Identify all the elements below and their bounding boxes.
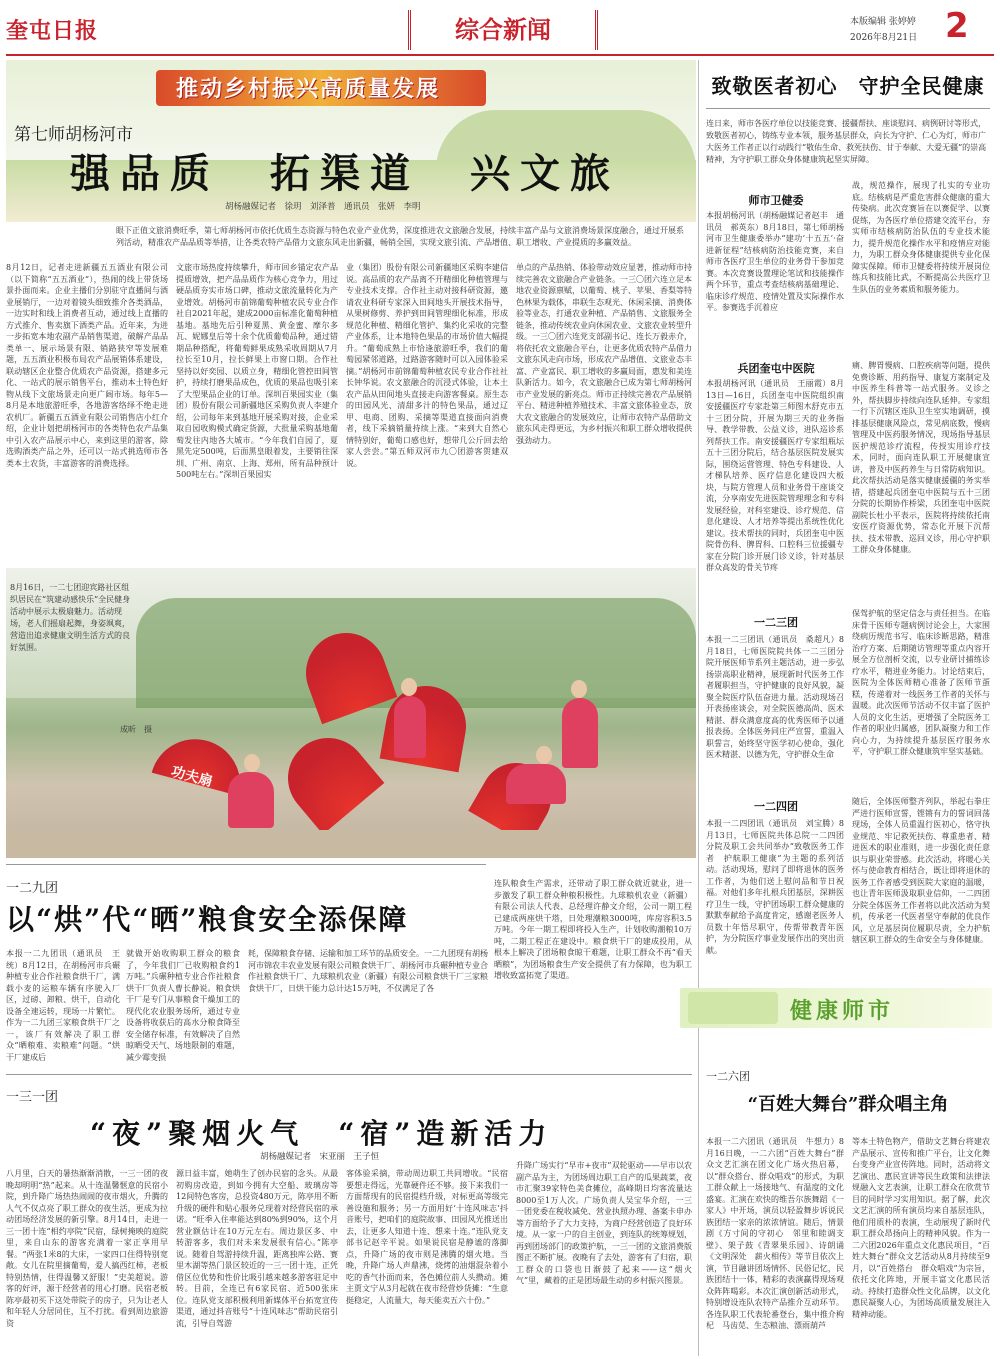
right-section3-head: 一二三团 [754, 616, 798, 629]
dancer-1 [394, 696, 426, 758]
masthead-divider [6, 54, 994, 56]
story2-column-1: 本报一二九团讯（通讯员 王统）8月12日，在胡杨河市兵碾种植专业合作社粮食烘干厂，满载小麦的运粮车辆有序驶入厂区，过磅、卸粮、烘干，自动化设备全速运转，现场一片繁忙。作为一二九团三家粮食烘干厂之一，该厂有效解决了职工群众“晒粮难、卖粮难”问题。“烘干厂建成后 [6, 949, 120, 1062]
right-section4-head: 一二四团 [754, 800, 798, 813]
story3-column-2: 源日益丰富，她萌生了创办民宿的念头。从最初购房改造，到如今拥有大空船、玻璃房等12间特色客房，总投资480万元，陈亭用不断升级的硬件和贴心服务兑现着对经营民宿的承诺。“旺季入住率能达到80%到90%，这个月营业额估计在10万元左右。周边景区多、中转游客多，我们对未来发展很有信心。”陈亭说。随着自驾游持续升温，距离独库公路、赛里木湖等热门景区较近的一三一团十连，正凭借区位优势和性价比吸引越来越多游客驻足中转。目前，全连已有6家民宿、近500张床位。连队党支部积极利用新媒体平台拓宽宣传渠道，通过抖音账号“十连风味志”帮助民宿引流，引导自驾游 [176, 1169, 338, 1328]
dancer-1-head [401, 678, 417, 696]
dancer-3-head [536, 746, 552, 764]
right-section2-column-2: 痛、脾胃慢病、口腔疾病等问题，提供免费诊断、用药指导、康复方案制定及中医养生科普等一站式服务。义诊之外，帮扶脚步持续向连队延伸。专家组一行下沉辖区连队卫生室实地调研，摸排基层健康风险点，常见病底数，慢病管理及中医药服务情况，现场指导基层医护规范诊疗流程，传授实用诊疗技术，同时，面向连队职工开展健康宣讲，普及中医药养生与日常防病知识。此次帮扶活动是落实健康援疆的务实举措，搭建起兵团奎屯中医院与五十三团分院的长期协作桥梁，兵团奎屯中医院副院长杜小平表示，医院将持续依托南安医疗资源优势，常态化开展下沉帮扶、技术带教、巡回义诊，用心守护职工群众身体健康。 [852, 361, 990, 554]
story1-column-2: 文旅市场热度持续攀升，师市回乡锚定农产品提质增效，把产品品质作为核心竞争力，用过硬品质夯实市场口碑，推动文旅流量转化为产业增效。胡杨河市前锦葡萄种植农民专业合作社自2021年起，建成2000亩标准化葡萄种植基地。基地先后引种夏黑、黄金蜜、摩尔多瓦、妮娜皇后等十余个优质葡萄品种，通过错期品种搭配，将葡萄鲜果成熟采收周期从7月拉长至10月，拉长鲜果上市窗口期。合作社坚持以好奕园、以质立身，精细化管控田间管护，持续打磨果品成色，优质的果品也吸引来了大型果品企业的订单。深圳百果园实业（集团）股份有限公司新疆地区采购负责人李建介绍，公司每年来到基地开展采购对接，企业采取自园收购模式确定货源，大批量采购基地葡萄发往内地各大城市。“今年我们自园了，夏黑先定500吨，后面黑皇眼着发，主要销往深圳、广州、南京、上海、郑州，所有品种预计500吨左右。”深圳百果园实 [176, 263, 338, 479]
story1-byline: 胡杨融媒记者 徐玥 刘泽普 通讯员 张妍 李明 [225, 202, 421, 212]
story1-column-4: 单点的产品热销、体验带动效应显著，推动师市持续完善农文旅融合产业链条。一三〇团六连立足本地农业资源禀赋，以葡萄、桃子、苹果、香梨等特色林果为载体，串联生态观光、休闲采摘、消费体验等业态，打通农业种植、产品销售、文旅服务全链条，推动传统农业向休闲农业、文旅农业转型升级。一三〇团六连党支部副书记、连长万毅赤介，将依托农文旅融合平台，让更多优质农特产品借力文旅东风走向市场，形成农产品增值、文旅业态丰富、产业富民、职工增收的多赢局面，惠发和美连队新活力。如今，农文旅融合已成为第七师胡杨河市产业发展的新亮点。师市正持续完善农产品展销平台、精进种植养殖技术、丰富文旅体验业态，放大农文旅融合的发展效应，让师市农特产品借助文旅东风走得更远，为乡村振兴和职工群众增收提供强劲动力。 [516, 263, 692, 445]
right-section1-column-2: 战，规范操作，展现了扎实的专业功底。结核病是严重危害群众健康的重大传染病。此次竞赛旨在以赛促学、以赛促练，为各医疗单位搭建交流平台，夯实师市结核病防治队伍的专业技术能力，提升规范化操作水平和疫情应对能力，为职工群众身体健康提供专业化保障实保障。师市卫健委将持续开展岗位练兵和技能比武，不断提高公共医疗卫生队伍的业务素质和服务能力。 [852, 181, 990, 294]
right-section3-column-2: 保驾护航的坚定信念与责任担当。在临床骨干医师专题病例讨论会上，大家围绕病历规范书写、临床诊断思路，精准治疗方案、后期随访管理等重点内容开展全方位剖析交流，以专业研讨捕练诊疗水平，精进业务能力。讨论结束后，医院为全体医师精心准备了医师节蛋糕，传递着对一线医务工作者的关怀与温暖。此次医师节活动不仅丰富了医护人员的文化生活，更增强了全院医务工作者的职业归属感，团队凝聚力和工作向心力，为持续提升基层医疗服务水平，守护职工群众健康筑牢坚实基础。 [852, 609, 990, 756]
right-section5-headline: “百姓大舞台”群众唱主角 [747, 1094, 949, 1115]
red-fan-3 [272, 722, 385, 835]
dancer-2-head [571, 680, 587, 698]
right-section2-column-1: 本报胡杨河讯（通讯员 王丽霞）8月13日—16日，兵团奎屯中医院组织南安援疆医疗专家赴第三师图木舒克市五十三团分院，开展为期三天的业务指导、教学带教、公益义诊，进队巡诊系列帮扶工作。南安援疆医疗专家组瓶坛五十三团分院后，结合基层医院发展实际，围绕运营管理、特色专科建设、人才梯队培养、医疗信息化建设四大板块，与院方管理人员和业务骨干座谈交流，分享南安先进医院管理理念和专科发展经验，对科室建设、诊疗规范、信息化建设、人才培养等提出系统性优化建议。技术帮扶的同时，兵团奎屯中医院骨伤科、脾胃科、口腔科三位援疆专家在分院门诊开展门诊义诊，针对基层群众高发的骨关节疼 [706, 379, 844, 572]
right-section4-column-2: 随后，全体医师整齐列队，举起右拳庄严进行医师宣誓，铿锵有力的誓词回荡现场，全体人员重温行医初心，恪守执业规范、牢记救死扶伤、尊重患者、精进医术的职业准则，进一步强化责任意识与职业荣誉感。此次活动，将暖心关怀与使命教育相结合，既让即将退休的医务工作者感受到医院大家庭的温暖，也让青年医师汲取职业信仰，一二四团分院全体医务工作者将以此次活动为契机，传承老一代医者坚守奉献的优良作风，立足基层岗位履职尽责，全力护航辖区职工群众的生命安全与身体健康。 [852, 797, 990, 944]
right-section1-head: 师市卫健委 [748, 194, 804, 207]
photo-credit: 成昕 摄 [120, 725, 152, 734]
right-section4-column-1: 本报一二四团讯（通讯员 刘宝腾）8月13日，七师医院共体总院一二四团分院及职工会共同举办“致敬医务工作者 护航职工健康”为主题的系列活动。活动现场，慰问了即将退休的医务工作者，为他们送上慰问品和节日祝福。对他们多年扎根兵团基层，深耕医疗卫生一线，守护团场职工群众健康的默默奉献给予高度肯定，感谢老医务人员数十年悟尽职守，传帮带教青年医护，为分院医疗事业发展作出的突出贡献。 [706, 819, 844, 955]
column-divider [698, 60, 699, 1356]
right-section1-column-1: 本报胡杨河讯（胡杨融媒记者赵丰 通讯员 郝英东）8月18日，第七师胡杨河市卫生健康委举办“建功‘十五五’·奋进新征程”结核病防治技能竞赛，来自师市各医疗卫生单位的业务骨干参加竞赛。本次竞赛设置理论笔试和技能操作两个环节，重点考查结核病基础理论、临床诊疗规范、疫情处置及实际操作水平。参赛选手沉着应 [706, 211, 844, 312]
story2-column-3: 耗，保障粮食存储、运输和加工环节的品质安全。一二九团现有胡杨河市锦农丰农业发展有限公司粮食烘干厂、胡杨河市兵碾种植专业合作社粮食烘干厂、九球粮机农业（新疆）有限公司粮食烘干厂三家粮食烘干厂，日烘干能力总计达15万吨，不仅满足了各 [248, 949, 488, 993]
story1-lead: 眼下正值文旅消费旺季，第七师胡杨河市依托优质生态资源与特色农业产业优势，深度推进农文旅融合发展，持续丰富产品与文旅消费场景深度融合，通过开展系列活动，精准农产品品质等举措，让各类农特产品借力文旅东风走出新疆，畅销全国，实现文旅引流、产品增值、职工增收、产业提质的多赢效益。 [116, 226, 684, 247]
story2-top-rule [6, 864, 486, 865]
right-headline: 致敬医者初心 守护全民健康 [711, 74, 985, 98]
health-banner-illustration [688, 992, 778, 1024]
story3-headline: “夜”聚烟火气 “宿”造新活力 [90, 1117, 553, 1150]
issue-date: 2026年8月21日 [850, 33, 918, 43]
photo-caption: 8月16日，一二七团迎宾路社区组织居民在“筑建动感快乐”全民健身活动中展示太极扇魅力。活动现场，老人们摇扇起舞，身姿飒爽，营造出追求健康文明生活方式的良好氛围。 [10, 583, 131, 652]
story2-headline: 以“烘”代“晒”粮食安全添保障 [6, 903, 409, 936]
page-editor: 本版编辑 张婷婷 [850, 17, 916, 27]
right-lead: 连日来，师市各医疗单位以技能竞赛、援疆帮扶、座谈慰问、病例研讨等形式，致敬医者初心，铸练专业本领，服务基层群众，向长为守护、仁心为灯，师市广大医务工作者正以行动践行“敬佑生命、救死扶伤、甘于奉献、大爱无疆”的崇高精神，为守护职工群众身体健康筑起坚实屏障。 [706, 119, 987, 164]
right-section3-column-1: 本报一二三团讯（通讯员 桑超凡）8月18日，七师医院院共体一二三团分院开展医师节系列主题活动，进一步弘扬崇高职业精神，展现新时代医务工作者履职担当，守护健康的良好风貌，凝聚全院医疗队伍奋进力量。活动现场召开表扬座谈会，对全院医德高尚、医术精湛、群众满意度高的优秀医师予以通报表扬。全体医务同庄严宣誓，重温入职誓言，始终坚守医学初心使命，强化医术精湛、以德为先，守护群众生命 [706, 635, 844, 759]
dancer-2 [562, 698, 598, 768]
right-section5-column-2: 等本土特色物产，借助文艺舞台将建农产品展示、宣传和推广平台，让文化舞台变身产业宣传阵地。同时，活动将文艺演出、惠民宣讲等民生政策和法律法规融入文艺表演，让职工群众在欣赏节目的同时学习实用知识。据了解，此次文艺汇演的所有演员均来自基层连队，他们用质朴的表演，生动展现了新时代职工群众昂扬向上的精神风貌。作为一二六团2026年重点文化惠民项目，“百姓大舞台”群众文艺活动从8月持续至9月，以“百姓搭台 群众唱戏”为宗旨，依托文化阵地，开展丰富文化惠民活动。持续打造群众性文化品牌，以文化惠民凝聚人心，为团场高质量发展注入精神动能。 [852, 1137, 990, 1319]
story3-byline: 胡杨融媒记者 宋亚丽 王子恒 [260, 1152, 380, 1162]
right-section5-column-1: 本报一二六团讯（通讯员 牛想力）8月16日晚，一二六团“百姓大舞台”群众文艺汇演在团文化广场火热启幕，以“群众搭台、群众唱戏”的形式，为职工群众献上一场接地气、有温度的文化盛宴。汇演在欢快的维吾尔族舞蹈《一家人》中开场，演员以轻盈舞步诉说民族团结一家亲的浓浓情谊。随后，情景剧《方寸间的守初心 邻里和睦调支壁》、架子鼓《青翠果乐园》、诗朗诵《文明深处 薪火相传》等节目依次上演，节目融讲团场情怀、民俗记忆，民族团结十一体，精彩的表演赢得现场观众阵阵喝彩。本次汇演创新活动形式，特别增设连队农特产品推介互动环节。各连队职工代表轮番登台，集中推介枸杞 马齿苋、生态粮油、漂雨葫芦 [706, 1137, 844, 1330]
story1-headline: 强品质 拓渠道 兴文旅 [70, 150, 620, 197]
photo-ground [6, 830, 696, 858]
section-title: 综合新闻 [408, 10, 598, 50]
dancer-4 [228, 772, 274, 828]
fan-text: 功夫扇 [169, 763, 215, 791]
health-banner-text: 健康师市 [790, 998, 895, 1024]
story3-column-1: 八月里，白天的暑热渐渐消散，一三一团的夜晚却明明“热”起来。从十连温馨惬意的民宿小院，到升降广场热热闹闹的夜市烟火，升腾的人气不仅点亮了职工群众的夜生活，更成为拉动团场经济发展的新引擎。8月14日，走进一三一团十连“相约亭院”民宿，绿树掩映的庭院里，来自山东的游客充满着一家正享用早餐。“两张1米8的大床，一家四口住得特别宽敞。女儿在院里摘葡萄，爱人搞西红柿，老板特别热情，住得温馨又舒服！”史美超说。游客的好评，源于经营者的用心打磨。民宿老板陈亭最初买下这处带院子的房子，只为让老人和年轻人分居同住，互不打扰。看到周边旅游资 [6, 1169, 168, 1328]
dancer-3 [506, 764, 566, 804]
story3-column-4: 升降广场实行“早市+夜市”双轮驱动——早市以农副产品为主，为团场周边职工自产的瓜果蔬菜，夜市汇聚39家特色美食摊位，高峰期日均客流量达8000至1万人次。广场负责人吴宝华介绍，一三一团党委在税收减免、营业执照办理、备案卡申办等方面给予了大力支持，为商户经营创造了良好环境。从一家一户的自主创业，到连队的统筹规划，再到团场部门的政策护航，一三一团的文旅消费版图正不断扩展。夜晚有了去处，游客有了归宿，职工群众的口袋也日渐鼓了起来——这“烟火气”里，藏着的正是团场最生动的乡村振兴图景。 [516, 1161, 692, 1285]
dancer-4-head [244, 754, 260, 772]
banner-title: 推动乡村振兴高质量发展 [176, 76, 441, 102]
story1-column-1: 8月12日，记者走进新疆五五酒业有限公司（以下简称“五五酒业”），热闹的线上带货场景扑面而来。企业主播们分别驻守直播间与酒业展销厅，一边对着镜头细致推介各类酒品，一边实时和线上消费者互动，通过线上直播的方式推介、售卖旗下酒类产品。近年来，为进一步拓宽本地农副产品销售渠道，破解产品品类单一、展示场景有限、销路狭窄等发展难题，五五酒业积极布局农产品展销体系建设，联动辖区企业整合优质农产品资源，搭建多元化、一站式的展示销售平台，推动本土特色好物从线下文旅场景走向更广阔市场。每年5—8月是本地旅游旺季，各地游客络绎不绝走进农机厂。新疆五五酒业有限公司销售店小红介绍，企业计划把胡杨河市的各类特色农产品集中引入农产品展示中心，来到这里的游客，除选购酒类产品之外，还可以一站式挑选师市各类本土农货，丰富游客的消费选择。 [6, 263, 168, 468]
right-headline-rule [706, 108, 990, 109]
story3-kicker: 一三一团 [6, 1090, 59, 1105]
newspaper-logo: 奎屯日报 [6, 18, 99, 44]
story3-column-3: 客体验采摘，带动周边职工共同增收。“民宿要想走得远，光靠硬件还不够。接下来我们一方面帮现有的民宿提档升级，对标更高等级完善设施和服务；另一方面用好‘十连风味志’抖音账号，把咱们的庭院故事、田园风光推送出去，让更多人知道十连、想来十连。”连队党支部书记赵辛平说。如果说民宿是静谧的落脚点，升降广场的夜市则是沸腾的烟火地。当晚，升降广场人声鼎沸，烧烤的油烟混杂着小吃的香气扑面而来，各色摊位前人头攒动。摊主贾文宁从3月起就在夜市经营炒货摊：“生意挺稳定，人流量大，每天能卖五六十份。” [346, 1169, 508, 1305]
story3-top-rule [6, 1074, 692, 1075]
story2-kicker: 一二九团 [6, 881, 59, 896]
health-banner [680, 988, 992, 1028]
story2-column-4: 连队粮食生产需求，还带动了职工群众就近就业，进一步激发了职工群众种粮积极性。九球粮机农业（新疆）有限公司法人代表、总经理许静文介绍，公司一期工程已建成两座烘干塔，日处理潮粮3000吨，库房容积3.5万吨。今年一期工程即将投入生产，计划收购潮粮10万吨，二期工程正在建设中。粮食烘干厂的建成投用，从根本上解决了团场粮食晾干难题，让职工群众不再“看天晒粮”，为团场粮食生产安全提供了有力保障，也为职工增收致富拓宽了渠道。 [494, 879, 692, 980]
story1-column-3: 业（集团）股份有限公司新疆地区采购李建信说。高品质的农产品离不开精细化种植管理与专业技术支撑。合作社主动对接科研资源，邀请农业科研专家深入田间地头开展技术指导，从果树修剪、养护到田间管理细化标准，形成规范化种植、精细化管护、集约化采收的完整产业体系，让本地特色果品的市场价值大幅提升。“葡萄成熟上市恰逢旅游旺季，我们的葡萄园紧邻道路，过路游客随时可以入园体验采摘。”胡杨河市前锦葡萄种植农民专业合作社社长钟华说。农文旅融合的沉浸式体验，让本土农产品从田间地头直接走向游客餐桌。原生态的田园风光、清甜多汁的特色果品，通过辽甲、电商、团购、采摘等渠道直接面向消费者，线下采摘销量持续上涨。“来到大自然心情特别好，葡萄口感也好，想带几公斤回去给家人尝尝。”第五师双河市九〇团游客贺建双说。 [346, 263, 508, 468]
right-section2-head: 兵团奎屯中医院 [737, 362, 815, 375]
story2-column-2: 就做开始收购职工群众的粮食了，今年我们厂已收购粮食约1万吨。”兵碾种植专业合作社粮食烘干厂负责人曹长静说。粮食烘干厂是专门从事粮食干燥加工的现代化农业服务场所，通过专业设备将收获后的高水分粮食降至安全储存标准，有效解决了自然晾晒受天气、场地限制的难题，减少霉变损 [126, 949, 240, 1062]
right-section5-kicker: 一二六团 [706, 1070, 750, 1083]
page-number: 2 [945, 6, 969, 46]
story1-kicker: 第七师胡杨河市 [14, 125, 133, 145]
